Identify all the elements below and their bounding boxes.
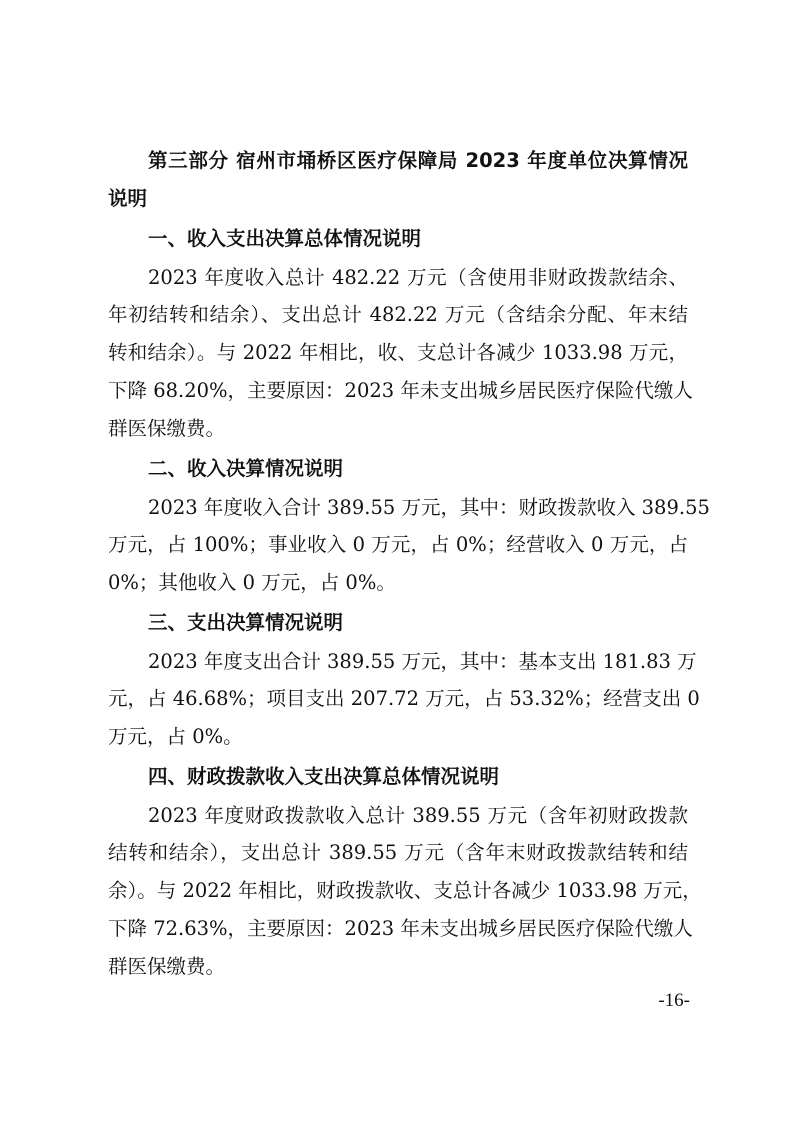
paragraph-line: 万元，占 100%；事业收入 0 万元，占 0%；经营收入 0 万元，占 [108, 533, 688, 556]
paragraph-line: 0%；其他收入 0 万元，占 0%。 [108, 571, 396, 594]
paragraph-line: 2023 年度收入合计 389.55 万元，其中：财政拨款收入 389.55 [148, 496, 710, 519]
paragraph-line: 群医保缴费。 [108, 417, 226, 440]
paragraph-line: 群医保缴费。 [108, 955, 226, 978]
paragraph-line: 2023 年度支出合计 389.55 万元，其中：基本支出 181.83 万 [148, 650, 697, 673]
section-heading: 二、收入决算情况说明 [148, 457, 344, 480]
paragraph-line: 2023 年度收入总计 482.22 万元（含使用非财政拨款结余、 [148, 266, 688, 289]
paragraph-line: 余）。与 2022 年相比，财政拨款收、支总计各减少 1033.98 万元， [108, 879, 702, 902]
paragraph-line: 下降 68.20%，主要原因：2023 年未支出城乡居民医疗保险代缴人 [108, 379, 693, 402]
paragraph-line: 结转和结余），支出总计 389.55 万元（含年末财政拨款结转和结 [108, 841, 688, 864]
paragraph-line: 2023 年度财政拨款收入总计 389.55 万元（含年初财政拨款 [148, 804, 688, 827]
page-number: -16- [658, 990, 690, 1011]
part-title-continued: 说明 [108, 187, 148, 210]
paragraph-line: 转和结余）。与 2022 年相比，收、支总计各减少 1033.98 万元， [108, 341, 688, 364]
section-heading: 一、收入支出决算总体情况说明 [148, 227, 422, 250]
section-heading: 三、支出决算情况说明 [148, 611, 344, 634]
paragraph-line: 万元，占 0%。 [108, 725, 243, 748]
paragraph-line: 下降 72.63%，主要原因：2023 年未支出城乡居民医疗保险代缴人 [108, 917, 693, 940]
section-heading: 四、财政拨款收入支出决算总体情况说明 [148, 765, 500, 788]
part-title: 第三部分 宿州市埇桥区医疗保障局 2023 年度单位决算情况 [148, 149, 688, 172]
paragraph-line: 元，占 46.68%；项目支出 207.72 万元，占 53.32%；经营支出 0 [108, 687, 700, 710]
paragraph-line: 年初结转和结余）、支出总计 482.22 万元（含结余分配、年末结 [108, 303, 688, 326]
